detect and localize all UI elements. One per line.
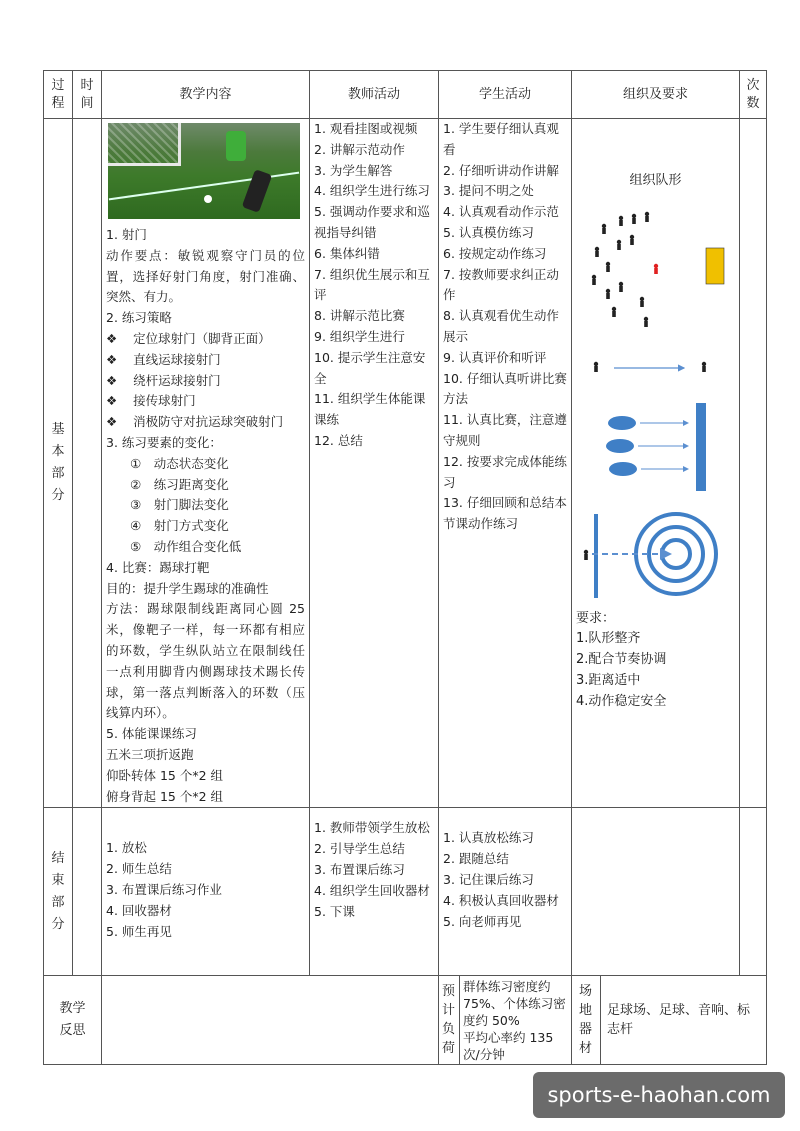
variation-title: 3. 练习要素的变化： <box>106 434 222 450</box>
ending-student-item: 5. 向老师再见 <box>443 913 522 929</box>
teacher-item: 6. 集体纠错 <box>314 245 380 261</box>
teacher-item: 8. 讲解示范比赛 <box>314 308 405 324</box>
requirements <box>576 609 735 713</box>
ending-content-item: 4. 回收器材 <box>106 902 172 918</box>
requirement-item: 1.队形整齐 <box>576 631 641 647</box>
header-content: 教学内容 <box>102 71 310 119</box>
ending-teacher-item: 5. 下课 <box>314 903 355 919</box>
teacher-item: 7. 组织优生展示和互评 <box>314 266 430 303</box>
ending-row <box>44 808 767 976</box>
player-icon <box>602 224 606 234</box>
venue-value: 足球场、足球、音响、标志杆 <box>607 1003 751 1038</box>
cone-icon <box>608 416 636 430</box>
variation-item: ② 练习距离变化 <box>130 476 229 492</box>
player-icon <box>632 214 636 224</box>
header-times: 次数 <box>740 71 767 119</box>
player-icon <box>617 240 621 250</box>
student-item: 4. 认真观看动作示范 <box>443 204 559 220</box>
variation-item: ⑤ 动作组合变化低 <box>130 538 242 554</box>
header-teacher: 教师活动 <box>310 71 439 119</box>
player-icon <box>592 275 596 285</box>
formation-svg <box>576 198 734 598</box>
ending-student-item: 3. 记住课后练习 <box>443 871 534 887</box>
variation-item: ③ 射门脚法变化 <box>130 497 229 513</box>
ending-times <box>740 808 767 976</box>
teacher-item: 5. 强调动作要求和巡视指导纠错 <box>314 204 430 240</box>
player-icon <box>606 262 610 272</box>
ending-teacher <box>310 808 439 976</box>
teacher-item: 12. 总结 <box>314 432 363 448</box>
basic-content <box>102 119 310 808</box>
cone-icon <box>609 462 637 476</box>
requirements-title: 要求： <box>576 610 616 626</box>
diamond-bullet-icon: ❖ <box>106 372 118 388</box>
footer-middle <box>439 976 572 1065</box>
basic-student <box>439 119 572 808</box>
fitness-item: 俯身背起 15 个*2 组 <box>106 788 224 804</box>
student-item: 5. 认真模仿练习 <box>443 224 534 240</box>
lesson-plan-table <box>43 70 767 1065</box>
load-value: 群体练习密度约 75%、个体练习密度约 50% 平均心率约 135 次/分钟 <box>463 978 566 1062</box>
strategy-item: ❖ 接传球射门 <box>106 393 196 409</box>
requirement-item: 3.距离适中 <box>576 672 641 688</box>
student-item: 2. 仔细听讲动作讲解 <box>443 162 559 178</box>
ending-student-item: 1. 认真放松练习 <box>443 830 534 846</box>
student-item: 12. 按要求完成体能练习 <box>443 453 567 490</box>
ending-content-item: 1. 放松 <box>106 840 147 856</box>
teacher-item: 10. 提示学生注意安全 <box>314 349 426 386</box>
ending-content-item: 5. 师生再见 <box>106 923 172 939</box>
teacher-item: 4. 组织学生进行练习 <box>314 183 430 199</box>
load-label: 预计负荷 <box>439 976 460 1064</box>
ending-teacher-item: 3. 布置课后练习 <box>314 861 405 877</box>
ending-content <box>102 808 310 976</box>
basic-row <box>44 119 767 808</box>
strategy-item: ❖ 直线运球接射门 <box>106 351 221 367</box>
game-title: 4. 比赛：踢球打靶 <box>106 559 210 575</box>
strategy-title: 2. 练习策略 <box>106 310 172 326</box>
strategy-item: ❖ 绕杆运球接射门 <box>106 372 221 388</box>
diamond-bullet-icon: ❖ <box>106 351 118 367</box>
diamond-bullet-icon: ❖ <box>106 393 118 409</box>
cone-icon <box>606 439 634 453</box>
header-organization: 组织及要求 <box>572 71 740 119</box>
ending-time <box>73 808 102 976</box>
fitness-title: 5. 体能课课练习 <box>106 726 197 742</box>
limit-line-icon <box>594 514 598 598</box>
basic-organization <box>572 119 740 808</box>
player-icon <box>606 289 610 299</box>
formation-title: 组织队形 <box>629 173 682 188</box>
ending-organization <box>572 808 740 976</box>
header-row <box>44 71 767 119</box>
footer-right <box>572 976 767 1065</box>
teacher-item: 11. 组织学生体能课课练 <box>314 391 426 428</box>
student-item: 3. 提问不明之处 <box>443 183 534 199</box>
student-item: 13. 仔细回顾和总结本节课动作练习 <box>443 495 567 532</box>
ending-teacher-item: 2. 引导学生总结 <box>314 841 405 857</box>
student-item: 10. 仔细认真听讲比赛方法 <box>443 370 567 407</box>
teacher-item: 9. 组织学生进行 <box>314 328 405 344</box>
formation-diagram <box>576 171 735 605</box>
player-icon <box>702 362 706 372</box>
player-icon <box>630 235 634 245</box>
student-item: 9. 认真评价和听评 <box>443 349 547 365</box>
basic-label: 基本部分 <box>44 119 73 808</box>
player-icon <box>640 297 644 307</box>
player-icon <box>644 317 648 327</box>
basic-time <box>73 119 102 808</box>
player-icon <box>594 362 598 372</box>
ending-content-item: 2. 师生总结 <box>106 861 172 877</box>
player-icon <box>619 216 623 226</box>
basic-times <box>740 119 767 808</box>
ending-teacher-item: 1. 教师带领学生放松 <box>314 820 430 836</box>
player-icon <box>584 550 588 560</box>
diamond-bullet-icon: ❖ <box>106 414 118 430</box>
student-item: 1. 学生要仔细认真观看 <box>443 121 559 157</box>
goal-icon <box>706 248 724 284</box>
student-item: 6. 按规定动作练习 <box>443 245 547 261</box>
reflection-label: 教学反思 <box>44 976 102 1065</box>
student-item: 11. 认真比赛，注意遵守规则 <box>443 412 567 448</box>
strategy-item: ❖ 定位球射门（脚背正面） <box>106 330 271 346</box>
strategy-item: ❖ 消极防守对抗运球突破射门 <box>106 414 284 430</box>
requirement-item: 2.配合节奏协调 <box>576 652 667 668</box>
header-student: 学生活动 <box>439 71 572 119</box>
ending-content-item: 3. 布置课后练习作业 <box>106 881 222 897</box>
shooting-title: 1. 射门 <box>106 227 147 242</box>
leader-player-icon <box>654 264 658 274</box>
basic-teacher <box>310 119 439 808</box>
soccer-shooting-photo <box>108 123 300 219</box>
reflection-content <box>102 976 439 1065</box>
variation-item: ① 动态状态变化 <box>130 455 229 471</box>
diamond-bullet-icon: ❖ <box>106 330 118 346</box>
fitness-item: 五米三项折返跑 <box>106 746 194 762</box>
requirement-item: 4.动作稳定安全 <box>576 693 667 709</box>
watermark: sports-e-haohan.com <box>533 1072 785 1118</box>
student-item: 8. 认真观看优生动作展示 <box>443 308 559 344</box>
teacher-item: 2. 讲解示范动作 <box>314 141 405 157</box>
fitness-item: 仰卧转体 15 个*2 组 <box>106 767 224 783</box>
game-goal: 目的：提升学生踢球的准确性 <box>106 580 269 596</box>
player-icon <box>619 282 623 292</box>
ending-label: 结束部分 <box>44 808 73 976</box>
player-icon <box>645 212 649 222</box>
wall-icon <box>696 403 706 491</box>
shooting-points: 动作要点：敏锐观察守门员的位置，选择好射门角度，射门准确、突然、有力。 <box>106 247 305 305</box>
player-icon <box>612 307 616 317</box>
player-icon <box>595 247 599 257</box>
teacher-item: 3. 为学生解答 <box>314 162 393 178</box>
header-process: 过程 <box>44 71 73 119</box>
teacher-item: 1. 观看挂图或视频 <box>314 121 418 136</box>
ending-teacher-item: 4. 组织学生回收器材 <box>314 882 430 898</box>
ending-student-item: 2. 跟随总结 <box>443 851 509 867</box>
variation-item: ④ 射门方式变化 <box>130 518 229 534</box>
ending-student <box>439 808 572 976</box>
student-item: 7. 按教师要求纠正动作 <box>443 266 559 303</box>
venue-label: 场地器材 <box>572 976 601 1064</box>
footer-row <box>44 976 767 1065</box>
ending-student-item: 4. 积极认真回收器材 <box>443 892 559 908</box>
header-time: 时间 <box>73 71 102 119</box>
game-method: 方法：踢球限制线距离同心圆 25 米，像靶子一样，每一环都有相应的环数，学生纵队站立在限制线任一点利用脚背内侧踢球技术踢长传球，第一落点判断落入的环数（压线算内环）。 <box>106 601 305 721</box>
